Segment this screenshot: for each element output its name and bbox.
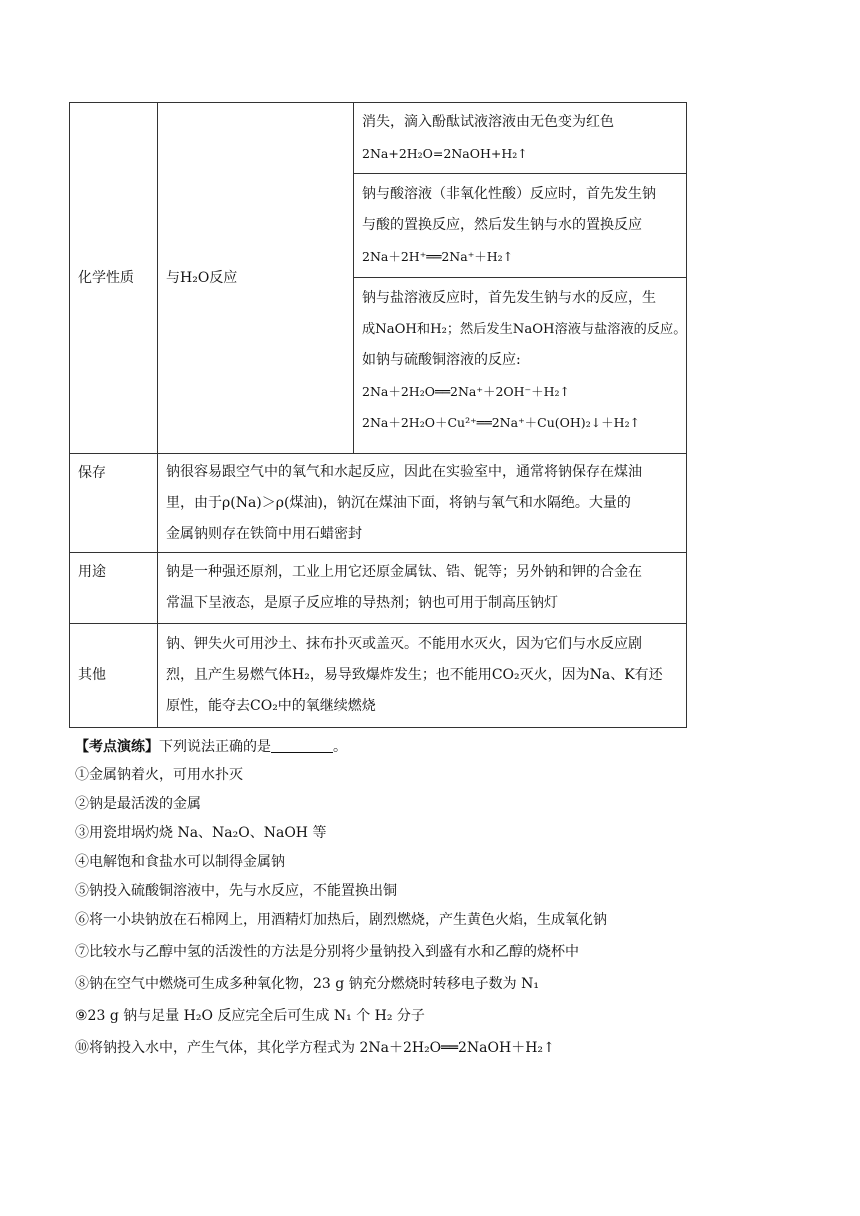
text-line: 金属钠则存在铁筒中用石蜡密封 xyxy=(166,526,362,542)
equation-line: 2Na+2H₂O=2NaOH+H₂↑ xyxy=(362,146,528,161)
list-item: ⑥将一小块钠放在石棉网上，用酒精灯加热后，剧烈燃烧，产生黄色火焰，生成氧化钠 xyxy=(75,912,607,928)
text-line: 原性，能夺去CO₂中的氧继续燃烧 xyxy=(166,698,376,714)
equation-line: 2Na＋2H₂O══2Na⁺＋2OH⁻＋H₂↑ xyxy=(362,384,571,399)
text-line: 里，由于ρ(Na)＞ρ(煤油)，钠沉在煤油下面，将钠与氧气和水隔绝。大量的 xyxy=(166,495,631,511)
storage-label-cell xyxy=(70,454,158,553)
answer-blank xyxy=(271,738,333,753)
water-reaction-cell xyxy=(354,103,687,174)
text-line: 钠是一种强还原剂，工业上用它还原金属钛、锆、铌等；另外钠和钾的合金在 xyxy=(166,564,642,580)
list-item: ④电解饱和食盐水可以制得金属钠 xyxy=(75,854,285,870)
storage-text-cell xyxy=(158,454,687,553)
exercise-title xyxy=(75,734,795,764)
table-row xyxy=(70,553,687,624)
water-reaction-label-cell xyxy=(158,103,354,454)
text-line: 消失，滴入酚酞试液溶液由无色变为红色 xyxy=(362,114,614,130)
chem-properties-label: 化学性质 xyxy=(78,269,134,286)
table-row xyxy=(70,454,687,553)
table-row xyxy=(70,624,687,728)
text-line: 如钠与硫酸铜溶液的反应: xyxy=(362,352,521,368)
text-line: 钠很容易跟空气中的氧气和水起反应，因此在实验室中，通常将钠保存在煤油 xyxy=(166,464,642,480)
storage-label: 保存 xyxy=(78,465,106,481)
exercise-tag: 【考点演练】 xyxy=(75,739,159,755)
list-item: ②钠是最活泼的金属 xyxy=(75,796,201,812)
water-reaction-label: 与H₂O反应 xyxy=(166,269,238,286)
list-item: ⑦比较水与乙醇中氢的活泼性的方法是分别将少量钠投入到盛有水和乙醇的烧杯中 xyxy=(75,944,579,960)
exercise-question: 下列说法正确的是 xyxy=(159,739,271,755)
exercise-title-end: 。 xyxy=(333,739,347,755)
text-line: 烈，且产生易燃气体H₂，易导致爆炸发生；也不能用CO₂灭火，因为Na、K有还 xyxy=(166,667,663,683)
list-item: ⑤钠投入硫酸铜溶液中，先与水反应，不能置换出铜 xyxy=(75,883,397,899)
text-line: 常温下呈液态，是原子反应堆的导热剂；钠也可用于制高压钠灯 xyxy=(166,595,558,611)
list-item: ⑧钠在空气中燃烧可生成多种氧化物，23 g 钠充分燃烧时转移电子数为 N₁ xyxy=(75,976,539,992)
text-line: 钠与盐溶液反应时，首先发生钠与水的反应，生 xyxy=(362,290,656,306)
usage-text-cell xyxy=(158,553,687,624)
other-label: 其他 xyxy=(78,667,106,683)
list-item: ①金属钠着火，可用水扑灭 xyxy=(75,767,243,783)
acid-reaction-cell xyxy=(354,174,687,278)
text-line: 与酸的置换反应，然后发生钠与水的置换反应 xyxy=(362,217,642,233)
text-line: 钠与酸溶液（非氧化性酸）反应时，首先发生钠 xyxy=(362,186,656,202)
usage-label: 用途 xyxy=(78,564,106,580)
other-text-cell xyxy=(158,624,687,728)
salt-reaction-cell xyxy=(354,278,687,454)
exercise-section xyxy=(75,734,795,1069)
chem-properties-label-cell xyxy=(70,103,158,454)
list-item: ⑨23 g 钠与足量 H₂O 反应完全后可生成 N₁ 个 H₂ 分子 xyxy=(75,1008,425,1024)
usage-label-cell xyxy=(70,553,158,624)
list-item: ③用瓷坩埚灼烧 Na、Na₂O、NaOH 等 xyxy=(75,825,327,841)
equation-line: 2Na＋2H₂O＋Cu²⁺══2Na⁺＋Cu(OH)₂↓＋H₂↑ xyxy=(362,415,641,430)
text-line: 钠、钾失火可用沙土、抹布扑灭或盖灭。不能用水灭火，因为它们与水反应剧 xyxy=(166,636,642,652)
other-label-cell xyxy=(70,624,158,728)
list-item: ⑩将钠投入水中，产生气体，其化学方程式为 2Na＋2H₂O══2NaOH＋H₂↑ xyxy=(75,1040,555,1056)
table-row xyxy=(70,103,687,174)
sodium-properties-table xyxy=(69,102,687,728)
text-line: 成NaOH和H₂；然后发生NaOH溶液与盐溶液的反应。 xyxy=(362,322,687,337)
equation-line: 2Na＋2H⁺══2Na⁺＋H₂↑ xyxy=(362,249,514,264)
